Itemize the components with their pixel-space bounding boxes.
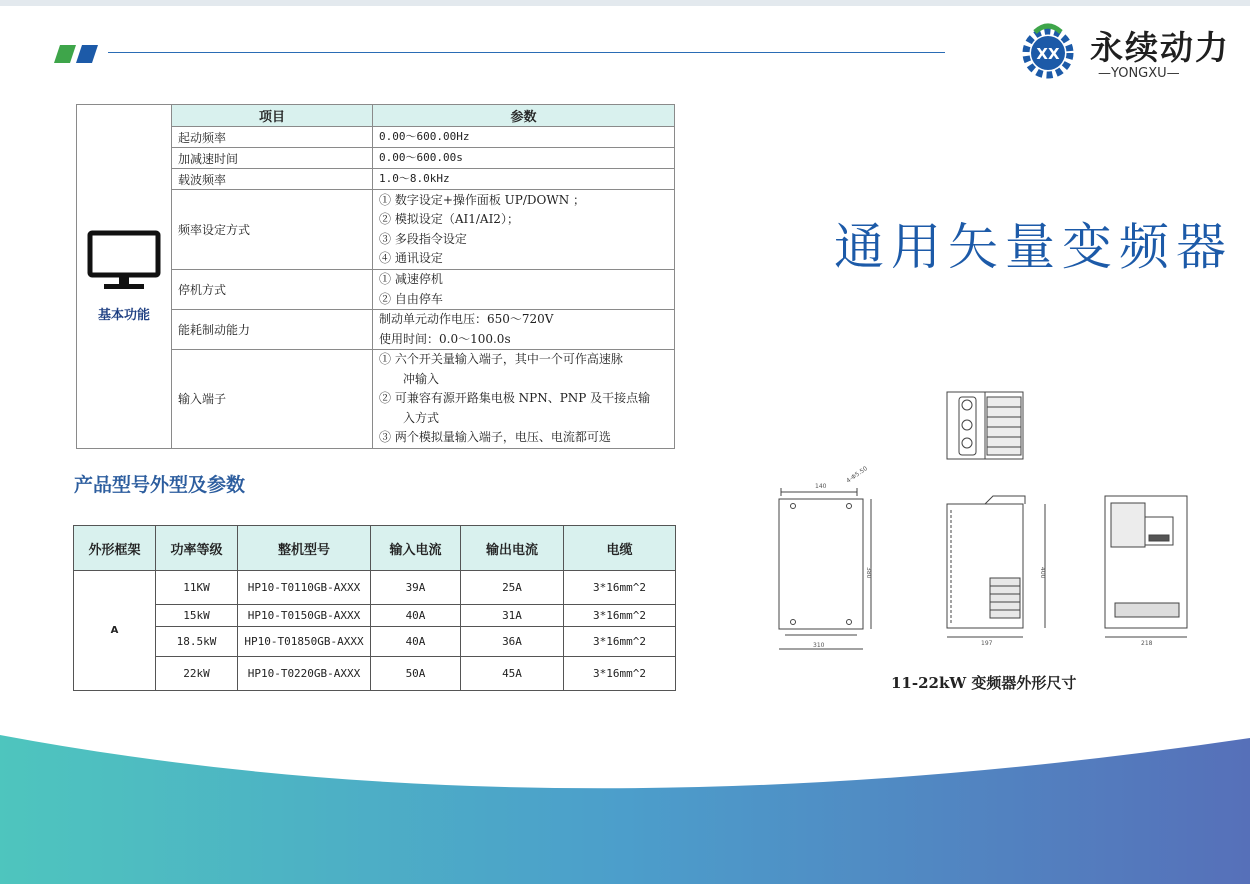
spec-header-item: 项目 bbox=[172, 105, 373, 127]
category-label: 基本功能 bbox=[97, 308, 150, 324]
brand-name-cn: 永续动力 bbox=[1090, 28, 1230, 67]
spec-param: ① 六个开关量输入端子，其中一个可作高速脉 冲输入 ② 可兼容有源开路集电极 NPN、PNP 及干接点输 入方式 ③ 两个模拟量输入端子，电压、电流都可选 bbox=[373, 350, 675, 449]
top-view-drawing bbox=[947, 392, 1023, 459]
input-current-cell: 40A bbox=[371, 627, 461, 657]
spec-item: 能耗制动能力 bbox=[172, 310, 373, 350]
models-table bbox=[73, 525, 676, 691]
wave-footer bbox=[0, 720, 1250, 884]
cable-cell: 3*16mm^2 bbox=[564, 571, 676, 605]
power-cell: 15kW bbox=[156, 605, 238, 627]
spec-item: 加减速时间 bbox=[172, 148, 373, 169]
spec-param: 0.00～600.00Hz bbox=[373, 127, 675, 148]
models-header-row bbox=[74, 526, 676, 571]
svg-text:4-Φ5.50: 4-Φ5.50 bbox=[845, 465, 869, 485]
models-header: 功率等级 bbox=[156, 526, 238, 571]
spec-param: 制动单元动作电压：650～720V 使用时间：0.0～100.0s bbox=[373, 310, 675, 350]
spec-param: 0.00～600.00s bbox=[373, 148, 675, 169]
input-current-cell: 50A bbox=[371, 657, 461, 691]
header-divider bbox=[108, 52, 945, 53]
models-header: 外形框架 bbox=[74, 526, 156, 571]
cable-cell: 3*16mm^2 bbox=[564, 605, 676, 627]
frame-cell: A bbox=[74, 571, 156, 691]
models-header: 电缆 bbox=[564, 526, 676, 571]
drawing-caption: 11-22kW 变频器外形尺寸 bbox=[891, 674, 1077, 692]
models-header: 输出电流 bbox=[461, 526, 564, 571]
brand-name-en: —YONGXU— bbox=[1098, 66, 1180, 81]
spec-item: 频率设定方式 bbox=[172, 190, 373, 270]
monitor-icon bbox=[86, 229, 162, 295]
svg-text:218: 218 bbox=[1141, 640, 1153, 647]
model-cell: HP10-T0150GB-AXXX bbox=[238, 605, 371, 627]
internal-view-drawing bbox=[1105, 496, 1187, 637]
model-cell: HP10-T0110GB-AXXX bbox=[238, 571, 371, 605]
power-cell: 11KW bbox=[156, 571, 238, 605]
table-row bbox=[74, 605, 676, 627]
slash-decoration-icon bbox=[54, 45, 100, 63]
models-header: 输入电流 bbox=[371, 526, 461, 571]
spec-header-param: 参数 bbox=[373, 105, 675, 127]
front-view-drawing bbox=[779, 488, 871, 649]
svg-text:310: 310 bbox=[813, 642, 825, 649]
top-band bbox=[0, 0, 1250, 6]
table-row bbox=[74, 571, 676, 605]
side-view-drawing bbox=[947, 496, 1045, 637]
spec-param: ① 数字设定+操作面板 UP/DOWN ； ② 模拟设定（AI1/AI2）； ③ 多段指令设定 ④ 通讯设定 bbox=[373, 190, 675, 270]
svg-text:XX: XX bbox=[1036, 45, 1060, 63]
svg-text:380: 380 bbox=[865, 567, 872, 579]
table-row bbox=[74, 657, 676, 691]
models-header: 整机型号 bbox=[238, 526, 371, 571]
models-section-title: 产品型号外型及参数 bbox=[74, 474, 246, 496]
dimension-drawings bbox=[775, 375, 1195, 660]
spec-param: 1.0～8.0kHz bbox=[373, 169, 675, 190]
cable-cell: 3*16mm^2 bbox=[564, 627, 676, 657]
spec-item: 停机方式 bbox=[172, 270, 373, 310]
output-current-cell: 25A bbox=[461, 571, 564, 605]
power-cell: 18.5kW bbox=[156, 627, 238, 657]
svg-text:140: 140 bbox=[815, 483, 827, 490]
svg-text:197: 197 bbox=[981, 640, 993, 647]
table-row bbox=[74, 627, 676, 657]
output-current-cell: 36A bbox=[461, 627, 564, 657]
output-current-cell: 31A bbox=[461, 605, 564, 627]
power-cell: 22kW bbox=[156, 657, 238, 691]
spec-item: 输入端子 bbox=[172, 350, 373, 449]
category-cell bbox=[77, 105, 172, 449]
model-cell: HP10-T01850GB-AXXX bbox=[238, 627, 371, 657]
input-current-cell: 39A bbox=[371, 571, 461, 605]
spec-item: 载波频率 bbox=[172, 169, 373, 190]
svg-text:400: 400 bbox=[1039, 567, 1046, 579]
model-cell: HP10-T0220GB-AXXX bbox=[238, 657, 371, 691]
output-current-cell: 45A bbox=[461, 657, 564, 691]
spec-table bbox=[76, 104, 675, 449]
input-current-cell: 40A bbox=[371, 605, 461, 627]
gear-icon bbox=[1026, 26, 1070, 75]
spec-item: 起动频率 bbox=[172, 127, 373, 148]
cable-cell: 3*16mm^2 bbox=[564, 657, 676, 691]
spec-param: ① 减速停机 ② 自由停车 bbox=[373, 270, 675, 310]
dimension-labels bbox=[813, 465, 1153, 649]
product-title: 通用矢量变频器 bbox=[834, 218, 1233, 276]
